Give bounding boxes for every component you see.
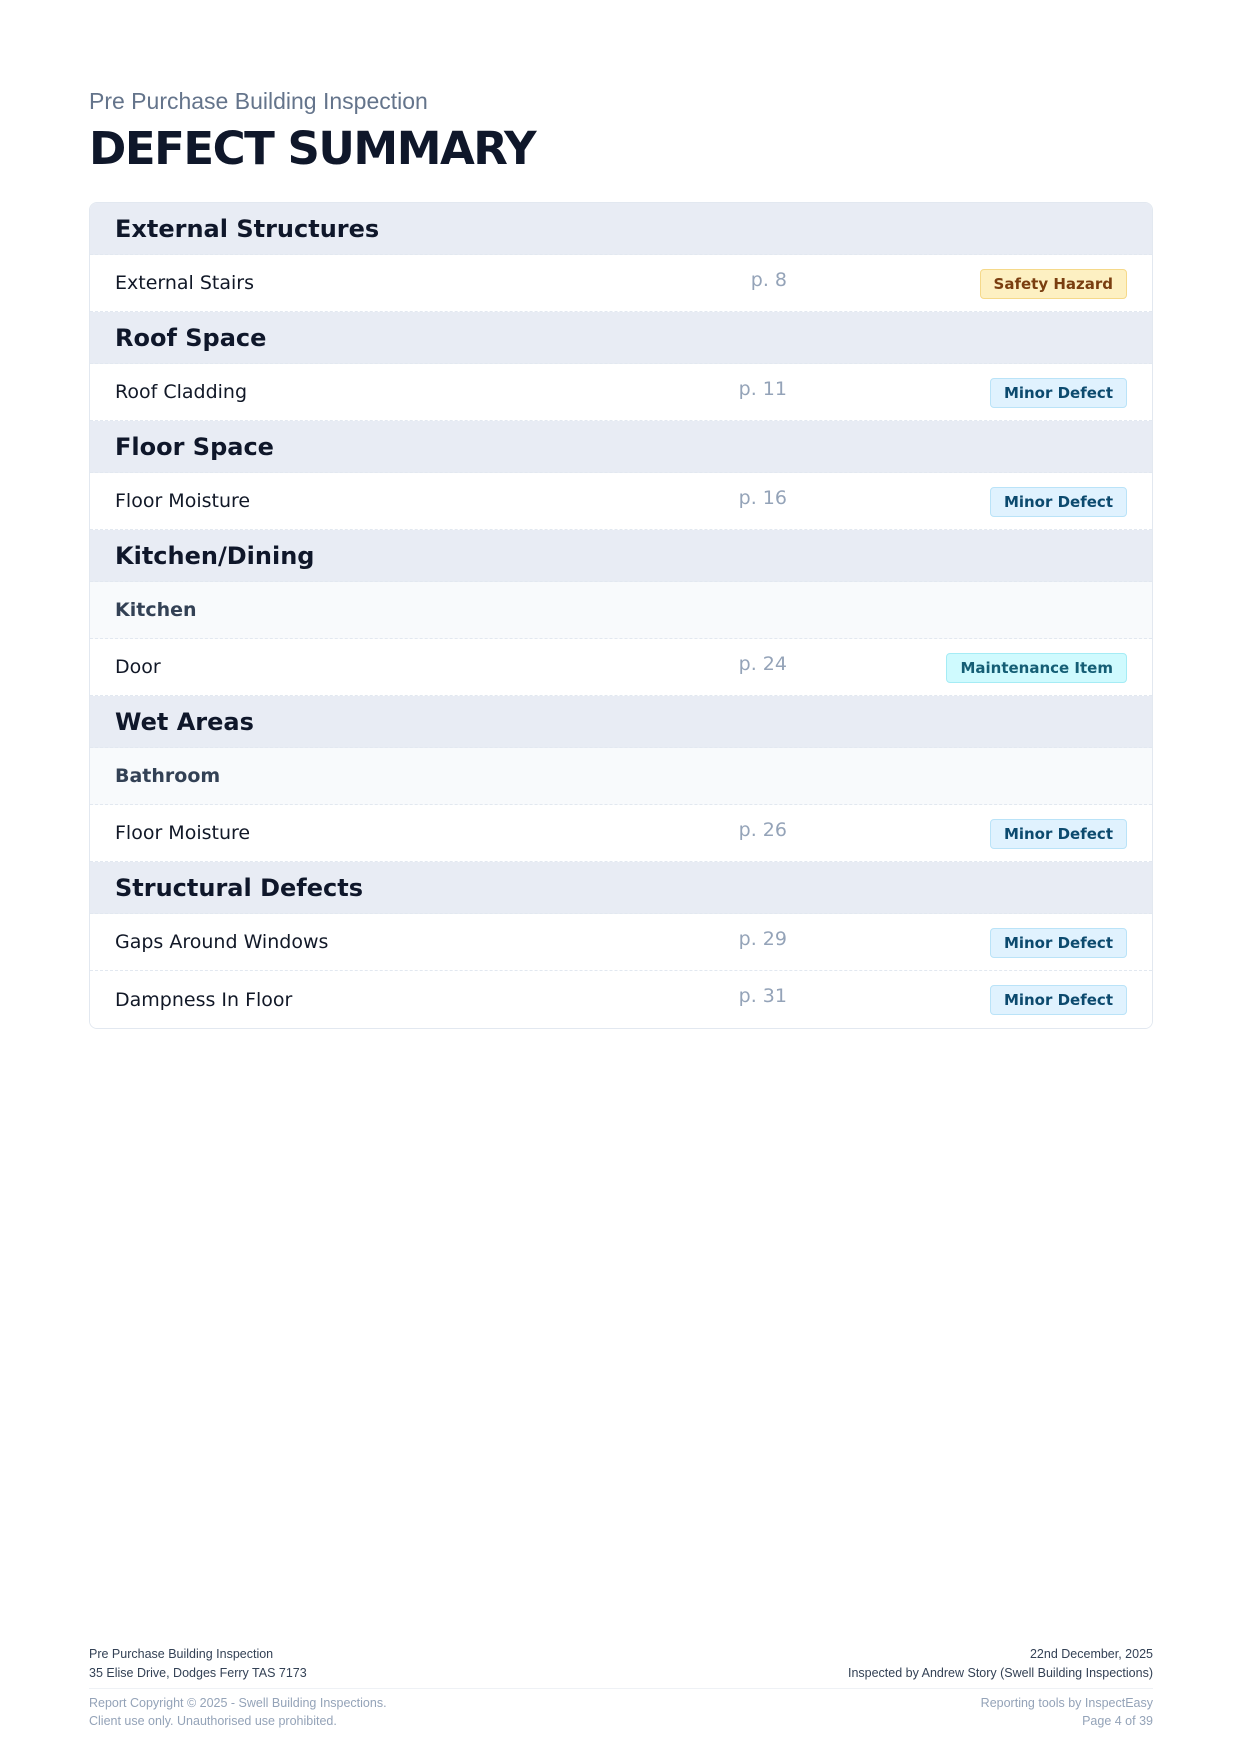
report-subtitle: Pre Purchase Building Inspection (89, 88, 428, 114)
footer-copyright: Report Copyright © 2025 - Swell Building Inspections. (89, 1696, 387, 1710)
page-reference: p. 16 (738, 487, 787, 509)
severity-badge: Safety Hazard (980, 269, 1127, 299)
defect-row (90, 364, 1152, 421)
defect-name: Gaps Around Windows (115, 931, 329, 953)
page-reference: p. 26 (738, 819, 787, 841)
severity-badge: Maintenance Item (946, 653, 1127, 683)
footer-details (89, 1645, 1153, 1689)
subsection-header (90, 748, 1152, 805)
severity-badge: Minor Defect (990, 985, 1127, 1015)
severity-badge: Minor Defect (990, 378, 1127, 408)
footer-report-type: Pre Purchase Building Inspection (89, 1647, 274, 1661)
footer-address: 35 Elise Drive, Dodges Ferry TAS 7173 (89, 1666, 307, 1680)
page-header (89, 84, 1153, 178)
footer-tools-credit: Reporting tools by InspectEasy (980, 1696, 1153, 1710)
footer-date: 22nd December, 2025 (1029, 1647, 1153, 1661)
subsection-title: Bathroom (115, 765, 221, 787)
defect-name: Floor Moisture (115, 490, 251, 512)
defect-row (90, 473, 1152, 530)
defect-row (90, 639, 1152, 696)
defect-row (90, 914, 1152, 971)
page-reference: p. 8 (750, 269, 787, 291)
subsection-header (90, 582, 1152, 639)
section-title: External Structures (115, 214, 380, 243)
defect-name: Floor Moisture (115, 822, 251, 844)
section-title: Structural Defects (115, 873, 363, 902)
footer-inspector: Inspected by Andrew Story (Swell Building Inspections) (847, 1666, 1153, 1680)
page-reference: p. 24 (738, 653, 787, 675)
section-header (90, 312, 1152, 364)
severity-badge: Minor Defect (990, 819, 1127, 849)
footer-usage-note: Client use only. Unauthorised use prohibited. (89, 1714, 337, 1728)
section-title: Wet Areas (115, 707, 254, 736)
defect-row (90, 805, 1152, 862)
page-reference: p. 31 (738, 985, 787, 1007)
defect-name: Dampness In Floor (115, 988, 293, 1011)
defect-name: Roof Cladding (115, 381, 248, 403)
section-title: Roof Space (115, 323, 267, 352)
defect-summary-table (89, 202, 1153, 1029)
severity-badge: Minor Defect (990, 928, 1127, 958)
defect-name: External Stairs (115, 272, 255, 294)
footer-legal (89, 1689, 1153, 1730)
section-header (90, 696, 1152, 748)
page-title: DEFECT SUMMARY (89, 122, 536, 175)
section-header (90, 203, 1152, 255)
footer-page-info: Page 4 of 39 (1082, 1714, 1153, 1728)
section-header (90, 862, 1152, 914)
section-title: Floor Space (115, 432, 274, 461)
section-header (90, 530, 1152, 582)
severity-badge: Minor Defect (990, 487, 1127, 517)
defect-name: Door (115, 656, 161, 678)
defect-row (90, 971, 1152, 1028)
page-footer (89, 1645, 1153, 1730)
subsection-title: Kitchen (115, 599, 197, 621)
section-title: Kitchen/Dining (115, 541, 315, 570)
page-reference: p. 11 (738, 378, 787, 400)
page-reference: p. 29 (738, 928, 787, 950)
defect-row (90, 255, 1152, 312)
section-header (90, 421, 1152, 473)
